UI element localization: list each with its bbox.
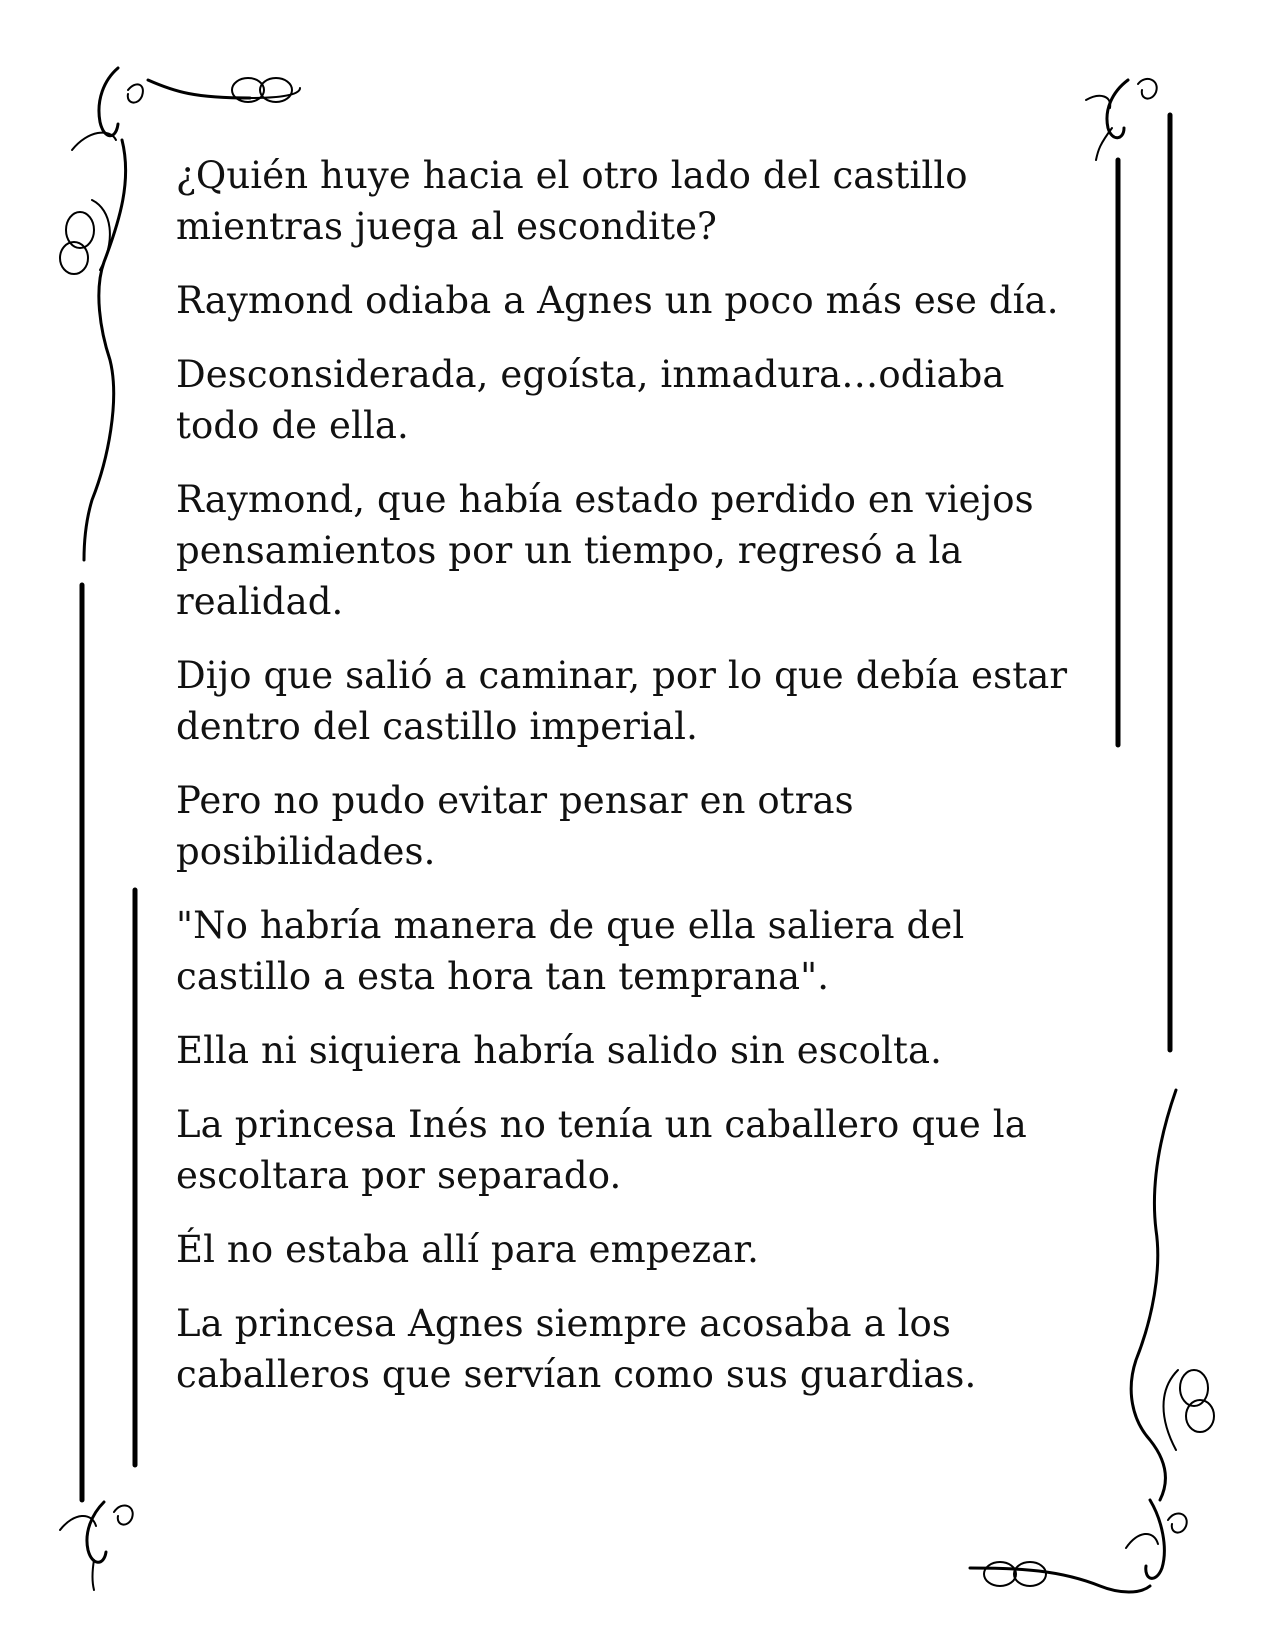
paragraph: Raymond odiaba a Agnes un poco más ese día. bbox=[176, 279, 1059, 322]
paragraph: Pero no pudo evitar pensar en otras posibilidades. bbox=[176, 779, 854, 873]
flourish-top-right-icon bbox=[1086, 79, 1157, 160]
paragraph: Desconsiderada, egoísta, inmadura…odiaba todo de ella. bbox=[176, 353, 1005, 447]
paragraph: Ella ni siquiera habría salido sin escolta. bbox=[176, 1029, 942, 1072]
paragraph: La princesa Inés no tenía un caballero que la escoltara por separado. bbox=[176, 1103, 1027, 1197]
paragraph: La princesa Agnes siempre acosaba a los caballeros que servían como sus guardias. bbox=[176, 1302, 977, 1396]
flourish-bottom-left-icon bbox=[60, 1502, 133, 1590]
paragraph: Raymond, que había estado perdido en viejos pensamientos por un tiempo, regresó a la realidad. bbox=[176, 478, 1034, 623]
paragraph: Dijo que salió a caminar, por lo que debía estar dentro del castillo imperial. bbox=[176, 654, 1068, 748]
border-rule-left-icon bbox=[82, 585, 135, 1500]
paragraph: ¿Quién huye hacia el otro lado del castillo mientras juega al escondite? bbox=[176, 154, 968, 248]
paragraph: "No habría manera de que ella saliera del castillo a esta hora tan temprana". bbox=[176, 904, 965, 998]
paragraph: Él no estaba allí para empezar. bbox=[176, 1228, 759, 1271]
border-rule-right-icon bbox=[1118, 115, 1170, 1050]
story-text bbox=[176, 150, 1096, 1423]
